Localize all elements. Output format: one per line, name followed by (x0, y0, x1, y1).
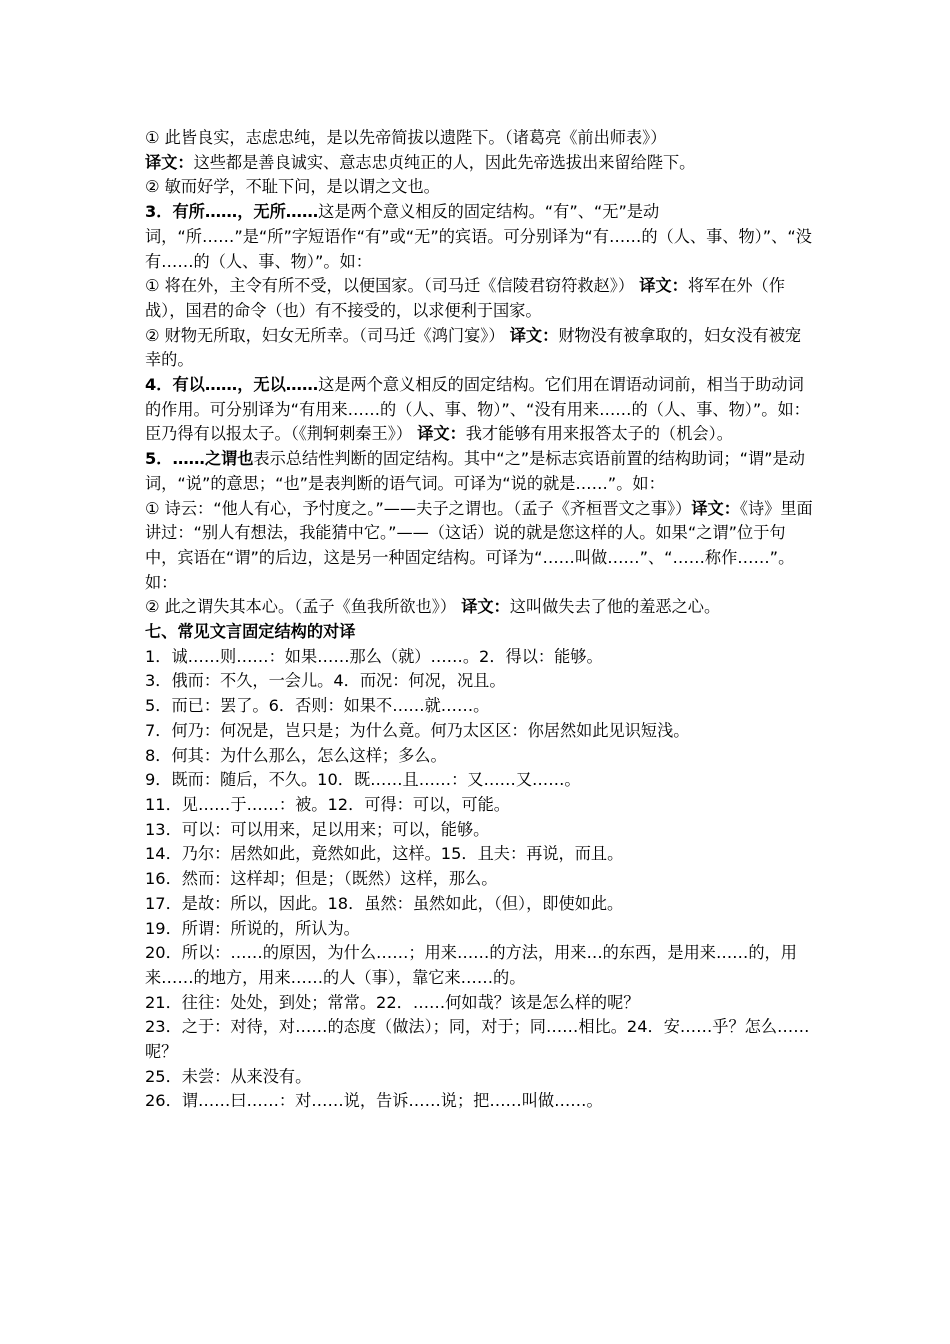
document-page (145, 126, 817, 1114)
translation: 译文：这些都是善良诚实、意志忠贞纯正的人，因此先帝选拔出来留给陛下。 (145, 152, 696, 172)
list-item: 25．未尝：从来没有。 (145, 1066, 312, 1086)
list-item: 7．何乃：何况是，岂只是；为什么竟。何乃太区区：你居然如此见识短浅。 (145, 720, 690, 740)
list-item: 13．可以：可以用来，足以用来；可以，能够。 (145, 819, 490, 839)
translation-label: 译文： (417, 424, 466, 444)
section-4 (145, 373, 817, 422)
translation-label: 译文： (509, 325, 559, 345)
translation-label: 译文： (145, 152, 194, 172)
example-sentence: 臣乃得有以报太子。（《荆轲刺秦王》） 译文：我才能够有用来报答太子的（机会）。 (145, 424, 733, 444)
list-item: 11．见……于……：被。12．可得：可以，可能。 (145, 794, 510, 814)
structure-list (145, 645, 817, 1114)
list-item: 19．所谓：所说的，所认为。 (145, 918, 360, 938)
list-item: 23．之于：对待，对……的态度（做法）；同，对于；同……相比。24．安……乎？怎么……呢？ (145, 1017, 810, 1062)
section-title: 4．有以……，无以…… (145, 375, 319, 395)
list-item: 14．乃尔：居然如此，竟然如此，这样。15．且夫：再说，而且。 (145, 844, 624, 864)
section-3 (145, 200, 817, 274)
example-sentence: ① 诗云：“他人有心，予忖度之。”——夫子之谓也。（孟子《齐桓晋文之事》）译文：《诗》里面讲过：“别人有想法，我能猜中它。”——（这话）说的就是您这样的人。如果“之谓”位于句中，宾语在“谓”的后边，这是另一种固定结构。可译为“……叫做……”、“……称作……”。如： (145, 498, 813, 592)
section-title: 5．……之谓也 (145, 449, 254, 469)
list-item: 5．而已：罢了。6．否则：如果不……就……。 (145, 696, 490, 716)
translation-label: 译文： (639, 276, 688, 296)
list-item: 3．俄而：不久，一会儿。4．而况：何况，况且。 (145, 671, 506, 691)
example-sentence: ① 将在外，主令有所不受，以便国家。（司马迁《信陵君窃符救赵》） 译文：将军在外（作战），国君的命令（也）有不接受的，以求便利于国家。 (145, 276, 785, 320)
list-item: 17．是故：所以，因此。18．虽然：虽然如此，（但），即使如此。 (145, 893, 624, 913)
translation-label: 译文： (691, 498, 740, 518)
list-item: 20．所以：……的原因，为什么……；用来……的方法，用来…的东西，是用来……的，用来……的地方，用来……的人（事），靠它来……的。 (145, 943, 797, 987)
section-title: 3．有所……，无所…… (145, 202, 319, 222)
example-sentence: ② 财物无所取，妇女无所幸。（司马迁《鸿门宴》） 译文：财物没有被拿取的，妇女没有被宠幸的。 (145, 325, 802, 370)
list-item: 8．何其：为什么那么，怎么这样；多么。 (145, 745, 447, 765)
list-item: 1．诚……则……：如果……那么（就）……。2．得以：能够。 (145, 646, 603, 666)
example-sentence: ② 此之谓失其本心。（孟子《鱼我所欲也》） 译文：这叫做失去了他的羞恶之心。 (145, 597, 721, 617)
section-description: 表示总结性判断的固定结构。其中“之”是标志宾语前置的结构助词；“谓”是动词，“说”的意思；“也”是表判断的语气词。可译为“说的就是……”。如： (145, 449, 805, 493)
list-item: 9．既而：随后，不久。10．既……且……：又……又……。 (145, 770, 581, 790)
section-description: 这是两个意义相反的固定结构。它们用在谓语动词前，相当于助动词的作用。可分别译为“有用来……的（人、事、物）”、“没有用来……的（人、事、物）”。如： (145, 375, 810, 419)
example-sentence: ② 敏而好学，不耻下问，是以谓之文也。 (145, 177, 440, 197)
section-description: 这是两个意义相反的固定结构。“有”、“无”是动词，“所……”是“所”字短语作“有”或“无”的宾语。可分别译为“有……的（人、事、物）”、“没有……的（人、事、物）”。如： (145, 202, 812, 271)
section-heading-7: 七、常见文言固定结构的对译 (145, 622, 356, 642)
list-item: 16．然而：这样却；但是；（既然）这样，那么。 (145, 869, 498, 889)
translation-label: 译文： (461, 597, 510, 617)
list-item: 21．往往：处处，到处；常常。22．……何如哉？该是怎么样的呢？ (145, 992, 640, 1012)
section-5 (145, 447, 817, 496)
list-item: 26．谓……曰……：对……说，告诉……说；把……叫做……。 (145, 1091, 603, 1111)
example-sentence: ① 此皆良实，志虑忠纯，是以先帝简拔以遗陛下。（诸葛亮《前出师表》） (145, 128, 667, 147)
